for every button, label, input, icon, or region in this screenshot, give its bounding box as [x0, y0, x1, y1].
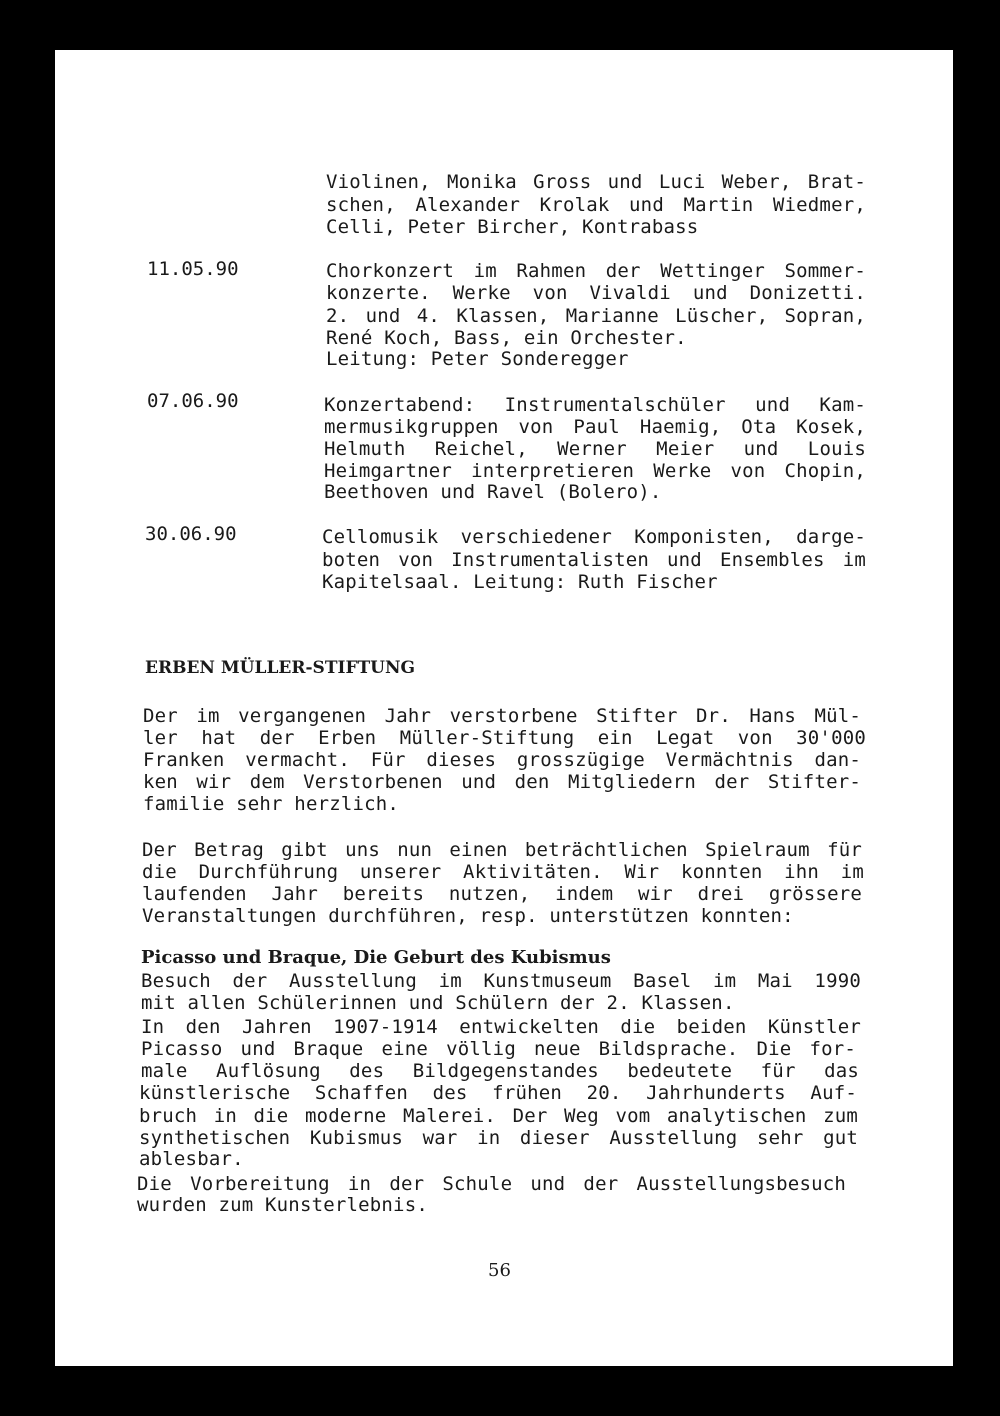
document-page [55, 50, 953, 1366]
paragraph-line: Der Betrag gibt uns nun einen beträchtlichen Spielraum für [142, 839, 862, 861]
paragraph-line: künstlerische Schaffen des frühen 20. Jahrhunderts Auf- [139, 1082, 857, 1104]
paragraph-line: wurden zum Kunsterlebnis. [137, 1194, 428, 1216]
paragraph-line: ken wir dem Verstorbenen und den Mitgliedern der Stifter- [143, 771, 861, 793]
concert-date: 11.05.90 [147, 258, 239, 280]
concert-description-line: Konzertabend: Instrumentalschüler und Kam- [324, 394, 866, 416]
concert-date: 30.06.90 [145, 523, 237, 545]
page-number: 56 [488, 1260, 511, 1281]
paragraph-line: male Auflösung des Bildgegenstandes bedeutete für das [141, 1060, 859, 1082]
section-heading: ERBEN MÜLLER-STIFTUNG [145, 658, 416, 678]
paragraph-line: Die Vorbereitung in der Schule und der Ausstellungsbesuch [137, 1173, 846, 1195]
concert-description-line: 2. und 4. Klassen, Marianne Lüscher, Sopran, [326, 305, 866, 327]
paragraph-line: mit allen Schülerinnen und Schülern der 2. Klassen. [141, 992, 735, 1014]
paragraph-line: Franken vermacht. Für dieses grosszügige Vermächtnis dan- [143, 749, 861, 771]
paragraph-line: bruch in die moderne Malerei. Der Weg vom analytischen zum [139, 1105, 858, 1127]
concert-description-line: boten von Instrumentalisten und Ensembles im [322, 549, 866, 571]
paragraph-line: Der im vergangenen Jahr verstorbene Stifter Dr. Hans Mül- [143, 705, 861, 727]
concert-description-line: Helmuth Reichel, Werner Meier und Louis [324, 438, 866, 460]
paragraph-line: familie sehr herzlich. [143, 793, 400, 815]
concert-description-line: Chorkonzert im Rahmen der Wettinger Sommer- [326, 260, 866, 282]
concert-description-line: Leitung: Peter Sonderegger [326, 348, 629, 370]
concert-description-line: mermusikgruppen von Paul Haemig, Ota Kosek, [324, 416, 866, 438]
concert-description-line: Cellomusik verschiedener Komponisten, darge- [322, 526, 866, 548]
paragraph-line: die Durchführung unserer Aktivitäten. Wir konnten ihn im [142, 861, 864, 883]
paragraph-line: In den Jahren 1907-1914 entwickelten die beiden Künstler [141, 1016, 861, 1038]
concert-description-line: Kapitelsaal. Leitung: Ruth Fischer [322, 571, 718, 593]
paragraph-line: Besuch der Ausstellung im Kunstmuseum Basel im Mai 1990 [141, 970, 861, 992]
paragraph-line: ablesbar. [139, 1148, 244, 1170]
concert-intro-line: Celli, Peter Bircher, Kontrabass [326, 216, 699, 238]
concert-description-line: konzerte. Werke von Vivaldi und Donizetti. [326, 282, 866, 304]
paragraph-line: ler hat der Erben Müller-Stiftung ein Legat von 30'000 [143, 727, 866, 749]
paragraph-line: laufenden Jahr bereits nutzen, indem wir drei grössere [142, 883, 862, 905]
concert-description-line: Beethoven und Ravel (Bolero). [324, 481, 662, 503]
paragraph-line: synthetischen Kubismus war in dieser Ausstellung sehr gut [139, 1127, 858, 1149]
concert-intro-line: schen, Alexander Krolak und Martin Wiedmer, [326, 194, 866, 216]
concert-date: 07.06.90 [147, 390, 239, 412]
concert-description-line: Heimgartner interpretieren Werke von Chopin, [324, 460, 866, 482]
paragraph-line: Veranstaltungen durchführen, resp. unterstützen konnten: [142, 905, 794, 927]
concert-intro-line: Violinen, Monika Gross und Luci Weber, Brat- [326, 171, 866, 193]
subsection-heading: Picasso und Braque, Die Geburt des Kubismus [141, 947, 611, 968]
concert-description-line: René Koch, Bass, ein Orchester. [326, 327, 687, 349]
paragraph-line: Picasso und Braque eine völlig neue Bildsprache. Die for- [141, 1038, 856, 1060]
